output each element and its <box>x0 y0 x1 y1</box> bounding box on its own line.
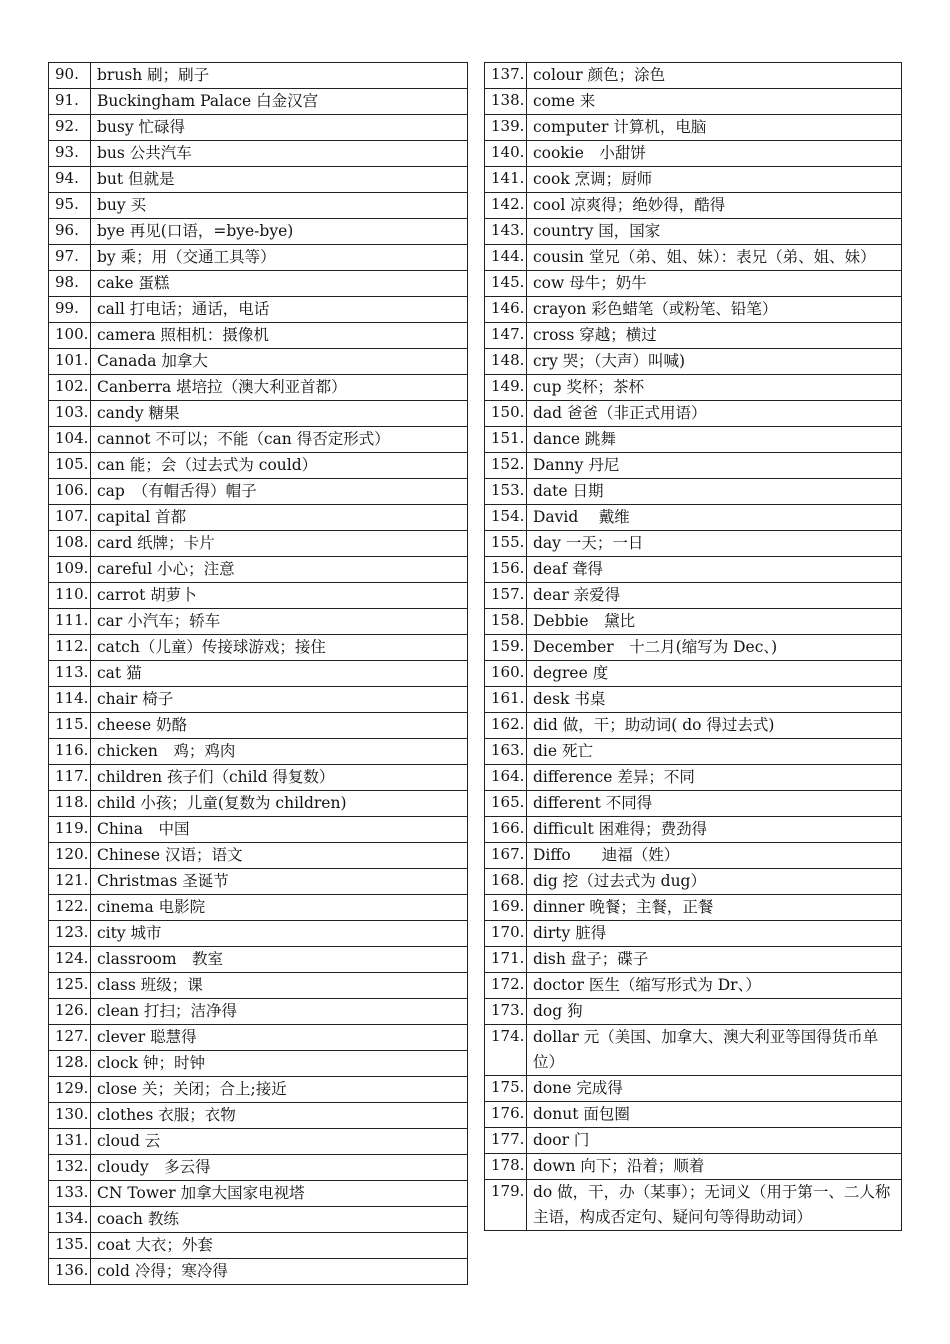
vocab-row <box>49 895 468 921</box>
entry-number: 158. <box>485 609 527 635</box>
vocab-row <box>49 531 468 557</box>
vocab-row <box>49 1233 468 1259</box>
entry-number: 110. <box>49 583 91 609</box>
vocab-row <box>49 505 468 531</box>
entry-text: cook 烹调；厨师 <box>527 167 902 193</box>
vocab-row <box>485 375 902 401</box>
entry-text: doctor 医生（缩写形式为 Dr、） <box>527 973 902 999</box>
entry-text: cry 哭；（大声）叫喊) <box>527 349 902 375</box>
vocab-row <box>49 271 468 297</box>
entry-text: children 孩子们（child 得复数） <box>91 765 468 791</box>
entry-text: capital 首都 <box>91 505 468 531</box>
entry-text: chicken 鸡；鸡肉 <box>91 739 468 765</box>
vocab-row <box>49 115 468 141</box>
entry-text: catch（儿童）传接球游戏；接住 <box>91 635 468 661</box>
entry-number: 161. <box>485 687 527 713</box>
entry-number: 112. <box>49 635 91 661</box>
entry-text: close 关；关闭；合上;接近 <box>91 1077 468 1103</box>
entry-text: Debbie 黛比 <box>527 609 902 635</box>
vocab-row <box>485 427 902 453</box>
vocab-table-left <box>48 62 468 1285</box>
vocab-row <box>49 453 468 479</box>
entry-text: country 国，国家 <box>527 219 902 245</box>
entry-text: done 完成得 <box>527 1076 902 1102</box>
entry-text: chair 椅子 <box>91 687 468 713</box>
entry-text: dog 狗 <box>527 999 902 1025</box>
entry-number: 179. <box>485 1180 527 1231</box>
vocab-row <box>485 609 902 635</box>
entry-number: 127. <box>49 1025 91 1051</box>
entry-text: by 乘；用（交通工具等） <box>91 245 468 271</box>
vocab-row <box>485 1102 902 1128</box>
entry-number: 154. <box>485 505 527 531</box>
entry-text: Canada 加拿大 <box>91 349 468 375</box>
entry-text: cross 穿越；横过 <box>527 323 902 349</box>
vocab-row <box>485 115 902 141</box>
entry-text: cannot 不可以；不能（can 得否定形式） <box>91 427 468 453</box>
entry-text: Buckingham Palace 白金汉宫 <box>91 89 468 115</box>
vocab-row <box>49 63 468 89</box>
entry-number: 123. <box>49 921 91 947</box>
entry-number: 155. <box>485 531 527 557</box>
entry-text: cat 猫 <box>91 661 468 687</box>
vocab-row <box>49 1207 468 1233</box>
vocab-row <box>485 739 902 765</box>
entry-number: 177. <box>485 1128 527 1154</box>
entry-text: cousin 堂兄（弟、姐、妹）：表兄（弟、姐、妹） <box>527 245 902 271</box>
vocab-row <box>485 531 902 557</box>
vocab-row <box>49 947 468 973</box>
vocab-row <box>49 401 468 427</box>
entry-number: 157. <box>485 583 527 609</box>
entry-text: donut 面包圈 <box>527 1102 902 1128</box>
entry-number: 168. <box>485 869 527 895</box>
entry-text: cookie 小甜饼 <box>527 141 902 167</box>
vocab-row <box>485 557 902 583</box>
entry-number: 120. <box>49 843 91 869</box>
entry-text: card 纸牌；卡片 <box>91 531 468 557</box>
entry-number: 92. <box>49 115 91 141</box>
vocab-row <box>485 349 902 375</box>
vocab-row <box>485 89 902 115</box>
entry-number: 129. <box>49 1077 91 1103</box>
entry-text: cake 蛋糕 <box>91 271 468 297</box>
entry-number: 98. <box>49 271 91 297</box>
entry-number: 105. <box>49 453 91 479</box>
entry-text: dish 盘子；碟子 <box>527 947 902 973</box>
vocab-row <box>49 739 468 765</box>
entry-text: CN Tower 加拿大国家电视塔 <box>91 1181 468 1207</box>
entry-text: class 班级；课 <box>91 973 468 999</box>
entry-text: Christmas 圣诞节 <box>91 869 468 895</box>
vocab-row <box>485 661 902 687</box>
vocab-row <box>49 1051 468 1077</box>
vocab-row <box>49 999 468 1025</box>
vocab-row <box>485 583 902 609</box>
vocab-row <box>49 141 468 167</box>
entry-number: 134. <box>49 1207 91 1233</box>
entry-number: 109. <box>49 557 91 583</box>
entry-number: 170. <box>485 921 527 947</box>
vocab-row <box>485 167 902 193</box>
vocab-row <box>485 843 902 869</box>
entry-number: 164. <box>485 765 527 791</box>
entry-text: but 但就是 <box>91 167 468 193</box>
vocab-row <box>49 167 468 193</box>
entry-text: door 门 <box>527 1128 902 1154</box>
vocab-table-left-body <box>49 63 468 1285</box>
vocab-row <box>485 947 902 973</box>
entry-number: 101. <box>49 349 91 375</box>
entry-text: December 十二月(缩写为 Dec、) <box>527 635 902 661</box>
vocab-row <box>485 323 902 349</box>
entry-number: 136. <box>49 1259 91 1285</box>
entry-number: 165. <box>485 791 527 817</box>
vocab-row <box>49 921 468 947</box>
vocab-row <box>49 583 468 609</box>
entry-number: 122. <box>49 895 91 921</box>
entry-text: did 做，干；助动词( do 得过去式) <box>527 713 902 739</box>
vocab-table-right <box>484 62 902 1231</box>
entry-number: 125. <box>49 973 91 999</box>
entry-number: 141. <box>485 167 527 193</box>
entry-number: 151. <box>485 427 527 453</box>
entry-text: deaf 聋得 <box>527 557 902 583</box>
entry-text: coach 教练 <box>91 1207 468 1233</box>
vocab-row <box>49 1129 468 1155</box>
vocab-row <box>485 271 902 297</box>
entry-text: cheese 奶酪 <box>91 713 468 739</box>
entry-number: 96. <box>49 219 91 245</box>
vocab-row <box>485 141 902 167</box>
vocab-row <box>485 453 902 479</box>
entry-number: 118. <box>49 791 91 817</box>
entry-number: 115. <box>49 713 91 739</box>
vocab-row <box>49 635 468 661</box>
vocab-row <box>49 193 468 219</box>
entry-number: 163. <box>485 739 527 765</box>
vocab-row <box>49 1077 468 1103</box>
vocab-row <box>485 219 902 245</box>
vocab-row <box>485 505 902 531</box>
entry-text: Diffo 迪福（姓） <box>527 843 902 869</box>
entry-number: 142. <box>485 193 527 219</box>
entry-text: clothes 衣服；衣物 <box>91 1103 468 1129</box>
vocab-table-right-body <box>485 63 902 1231</box>
entry-text: date 日期 <box>527 479 902 505</box>
entry-text: cloudy 多云得 <box>91 1155 468 1181</box>
vocab-row <box>485 193 902 219</box>
entry-text: clever 聪慧得 <box>91 1025 468 1051</box>
vocab-row <box>49 349 468 375</box>
entry-number: 149. <box>485 375 527 401</box>
entry-text: clock 钟；时钟 <box>91 1051 468 1077</box>
entry-number: 106. <box>49 479 91 505</box>
entry-number: 117. <box>49 765 91 791</box>
vocab-row <box>49 1025 468 1051</box>
vocab-row <box>485 1180 902 1231</box>
entry-text: desk 书桌 <box>527 687 902 713</box>
entry-text: down 向下；沿着；顺着 <box>527 1154 902 1180</box>
entry-number: 144. <box>485 245 527 271</box>
entry-text: car 小汽车；轿车 <box>91 609 468 635</box>
entry-number: 114. <box>49 687 91 713</box>
vocab-row <box>49 817 468 843</box>
vocab-row <box>49 687 468 713</box>
entry-number: 100. <box>49 323 91 349</box>
entry-number: 169. <box>485 895 527 921</box>
entry-text: cool 凉爽得；绝妙得，酷得 <box>527 193 902 219</box>
vocab-row <box>485 63 902 89</box>
entry-text: dig 挖（过去式为 dug） <box>527 869 902 895</box>
vocab-row <box>49 479 468 505</box>
vocab-row <box>49 869 468 895</box>
entry-number: 143. <box>485 219 527 245</box>
entry-text: cold 冷得；寒冷得 <box>91 1259 468 1285</box>
vocab-row <box>485 245 902 271</box>
entry-number: 97. <box>49 245 91 271</box>
entry-text: cup 奖杯；茶杯 <box>527 375 902 401</box>
entry-number: 102. <box>49 375 91 401</box>
entry-text: die 死亡 <box>527 739 902 765</box>
vocab-row <box>49 219 468 245</box>
vocab-row <box>49 713 468 739</box>
entry-number: 167. <box>485 843 527 869</box>
entry-number: 159. <box>485 635 527 661</box>
entry-text: bye 再见(口语，=bye-bye) <box>91 219 468 245</box>
vocab-row <box>485 479 902 505</box>
entry-text: cloud 云 <box>91 1129 468 1155</box>
entry-number: 174. <box>485 1025 527 1076</box>
vocab-row <box>485 1076 902 1102</box>
entry-number: 145. <box>485 271 527 297</box>
entry-text: dirty 脏得 <box>527 921 902 947</box>
vocab-row <box>485 973 902 999</box>
entry-text: dinner 晚餐；主餐，正餐 <box>527 895 902 921</box>
entry-number: 171. <box>485 947 527 973</box>
entry-number: 103. <box>49 401 91 427</box>
entry-number: 153. <box>485 479 527 505</box>
entry-number: 173. <box>485 999 527 1025</box>
entry-text: cow 母牛；奶牛 <box>527 271 902 297</box>
entry-text: come 来 <box>527 89 902 115</box>
entry-number: 176. <box>485 1102 527 1128</box>
vocab-row <box>49 89 468 115</box>
entry-text: candy 糖果 <box>91 401 468 427</box>
entry-number: 138. <box>485 89 527 115</box>
entry-number: 108. <box>49 531 91 557</box>
vocab-row <box>49 375 468 401</box>
vocab-row <box>49 1259 468 1285</box>
entry-text: cinema 电影院 <box>91 895 468 921</box>
entry-text: city 城市 <box>91 921 468 947</box>
entry-text: can 能；会（过去式为 could） <box>91 453 468 479</box>
vocab-row <box>485 1128 902 1154</box>
entry-number: 140. <box>485 141 527 167</box>
entry-number: 137. <box>485 63 527 89</box>
entry-text: bus 公共汽车 <box>91 141 468 167</box>
vocab-row <box>49 1155 468 1181</box>
entry-number: 148. <box>485 349 527 375</box>
entry-number: 160. <box>485 661 527 687</box>
entry-text: Danny 丹尼 <box>527 453 902 479</box>
entry-number: 128. <box>49 1051 91 1077</box>
vocab-row <box>485 791 902 817</box>
entry-text: computer 计算机，电脑 <box>527 115 902 141</box>
vocab-row <box>485 921 902 947</box>
vocab-row <box>49 973 468 999</box>
entry-text: carrot 胡萝卜 <box>91 583 468 609</box>
vocab-row <box>485 817 902 843</box>
entry-number: 90. <box>49 63 91 89</box>
entry-number: 104. <box>49 427 91 453</box>
vocab-row <box>49 843 468 869</box>
entry-text: classroom 教室 <box>91 947 468 973</box>
entry-number: 95. <box>49 193 91 219</box>
entry-text: David 戴维 <box>527 505 902 531</box>
vocab-row <box>485 869 902 895</box>
vocab-row <box>485 687 902 713</box>
vocab-row <box>49 765 468 791</box>
entry-number: 124. <box>49 947 91 973</box>
entry-text: Canberra 堪培拉（澳大利亚首都） <box>91 375 468 401</box>
entry-number: 91. <box>49 89 91 115</box>
entry-number: 113. <box>49 661 91 687</box>
entry-number: 99. <box>49 297 91 323</box>
entry-text: cap （有帽舌得）帽子 <box>91 479 468 505</box>
entry-number: 130. <box>49 1103 91 1129</box>
vocab-row <box>49 297 468 323</box>
entry-text: colour 颜色；涂色 <box>527 63 902 89</box>
entry-number: 111. <box>49 609 91 635</box>
vocab-row <box>485 895 902 921</box>
vocab-row <box>49 557 468 583</box>
entry-text: difference 差异；不同 <box>527 765 902 791</box>
entry-number: 132. <box>49 1155 91 1181</box>
vocab-row <box>485 401 902 427</box>
vocab-row <box>485 635 902 661</box>
entry-number: 162. <box>485 713 527 739</box>
vocab-row <box>485 297 902 323</box>
entry-number: 93. <box>49 141 91 167</box>
vocab-row <box>485 999 902 1025</box>
entry-number: 107. <box>49 505 91 531</box>
entry-number: 135. <box>49 1233 91 1259</box>
entry-number: 119. <box>49 817 91 843</box>
vocab-row <box>485 1025 902 1076</box>
vocab-row <box>49 661 468 687</box>
vocab-row <box>49 1181 468 1207</box>
entry-text: call 打电话；通话，电话 <box>91 297 468 323</box>
vocab-row <box>49 427 468 453</box>
entry-number: 150. <box>485 401 527 427</box>
entry-text: careful 小心；注意 <box>91 557 468 583</box>
vocab-row <box>49 1103 468 1129</box>
entry-text: clean 打扫；洁净得 <box>91 999 468 1025</box>
entry-number: 152. <box>485 453 527 479</box>
entry-text: dad 爸爸（非正式用语） <box>527 401 902 427</box>
entry-text: brush 刷；刷子 <box>91 63 468 89</box>
entry-number: 172. <box>485 973 527 999</box>
vocab-row <box>485 1154 902 1180</box>
entry-text: child 小孩；儿童(复数为 children) <box>91 791 468 817</box>
entry-text: dear 亲爱得 <box>527 583 902 609</box>
entry-text: difficult 困难得；费劲得 <box>527 817 902 843</box>
vocab-row <box>49 323 468 349</box>
entry-text: do 做，干，办（某事）；无词义（用于第一、二人称主语，构成否定句、疑问句等得助动词） <box>527 1180 902 1231</box>
entry-number: 121. <box>49 869 91 895</box>
entry-number: 139. <box>485 115 527 141</box>
entry-number: 133. <box>49 1181 91 1207</box>
entry-number: 147. <box>485 323 527 349</box>
entry-number: 175. <box>485 1076 527 1102</box>
entry-text: busy 忙碌得 <box>91 115 468 141</box>
entry-number: 166. <box>485 817 527 843</box>
entry-text: camera 照相机：摄像机 <box>91 323 468 349</box>
entry-number: 131. <box>49 1129 91 1155</box>
vocab-row <box>485 713 902 739</box>
entry-number: 156. <box>485 557 527 583</box>
entry-text: different 不同得 <box>527 791 902 817</box>
vocab-row <box>49 609 468 635</box>
entry-text: China 中国 <box>91 817 468 843</box>
entry-number: 126. <box>49 999 91 1025</box>
vocab-row <box>485 765 902 791</box>
entry-text: buy 买 <box>91 193 468 219</box>
entry-text: degree 度 <box>527 661 902 687</box>
entry-text: dance 跳舞 <box>527 427 902 453</box>
entry-text: day 一天；一日 <box>527 531 902 557</box>
entry-number: 116. <box>49 739 91 765</box>
vocab-row <box>49 245 468 271</box>
vocab-row <box>49 791 468 817</box>
entry-text: crayon 彩色蜡笔（或粉笔、铅笔） <box>527 297 902 323</box>
entry-number: 94. <box>49 167 91 193</box>
entry-number: 178. <box>485 1154 527 1180</box>
entry-text: Chinese 汉语；语文 <box>91 843 468 869</box>
entry-number: 146. <box>485 297 527 323</box>
entry-text: coat 大衣；外套 <box>91 1233 468 1259</box>
entry-text: dollar 元（美国、加拿大、澳大利亚等国得货币单位） <box>527 1025 902 1076</box>
